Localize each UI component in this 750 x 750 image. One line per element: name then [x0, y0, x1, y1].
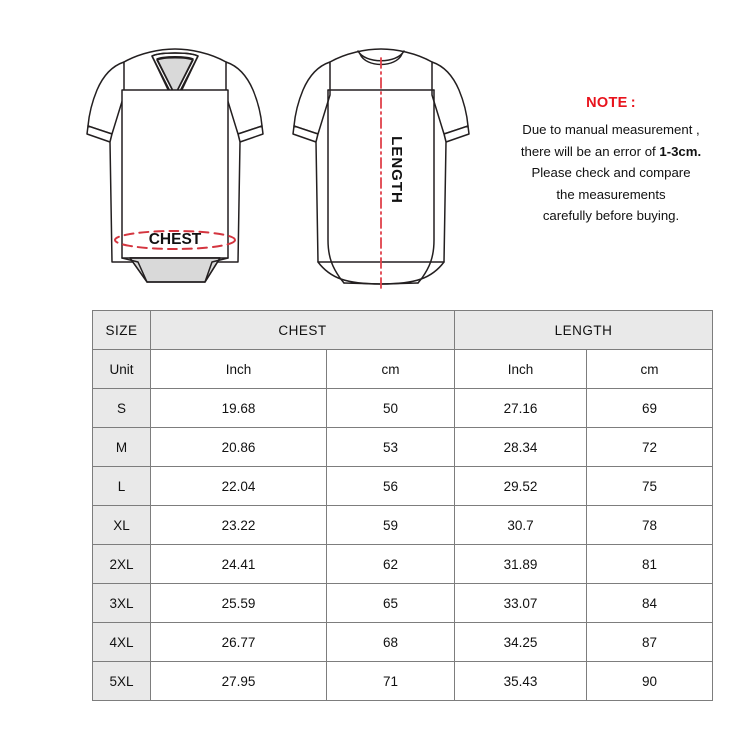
cell-length-cm: 75: [587, 467, 713, 506]
back-view-tshirt: [293, 49, 469, 288]
cell-chest-inch: 19.68: [151, 389, 327, 428]
cell-chest-inch: 24.41: [151, 545, 327, 584]
unit-chest-cm: cm: [327, 350, 455, 389]
cell-chest-inch: 25.59: [151, 584, 327, 623]
cell-size: XL: [93, 506, 151, 545]
header-length: LENGTH: [455, 311, 713, 350]
cell-chest-cm: 68: [327, 623, 455, 662]
cell-size: 5XL: [93, 662, 151, 701]
cell-length-inch: 35.43: [455, 662, 587, 701]
note-title: NOTE :: [586, 95, 636, 111]
cell-chest-cm: 56: [327, 467, 455, 506]
cell-length-cm: 81: [587, 545, 713, 584]
cell-chest-inch: 22.04: [151, 467, 327, 506]
cell-length-cm: 69: [587, 389, 713, 428]
cell-chest-inch: 26.77: [151, 623, 327, 662]
note-line-2: [487, 141, 735, 163]
header-size: SIZE: [93, 311, 151, 350]
cell-chest-inch: 20.86: [151, 428, 327, 467]
table-row: [93, 662, 713, 701]
table-row: [93, 623, 713, 662]
unit-length-inch: Inch: [455, 350, 587, 389]
cell-chest-cm: 65: [327, 584, 455, 623]
note-line-3: [487, 162, 735, 184]
unit-length-cm: cm: [587, 350, 713, 389]
cell-length-cm: 87: [587, 623, 713, 662]
cell-size: L: [93, 467, 151, 506]
cell-length-cm: 78: [587, 506, 713, 545]
table-row: [93, 506, 713, 545]
cell-length-inch: 27.16: [455, 389, 587, 428]
header-chest: CHEST: [151, 311, 455, 350]
cell-chest-inch: 23.22: [151, 506, 327, 545]
cell-length-inch: 30.7: [455, 506, 587, 545]
table-unit-row: [93, 350, 713, 389]
cell-length-inch: 28.34: [455, 428, 587, 467]
table-row: [93, 545, 713, 584]
cell-chest-inch: 27.95: [151, 662, 327, 701]
note-block: [487, 95, 735, 227]
cell-chest-cm: 71: [327, 662, 455, 701]
length-label: LENGTH: [388, 136, 406, 204]
cell-length-inch: 34.25: [455, 623, 587, 662]
cell-length-inch: 29.52: [455, 467, 587, 506]
note-line-2-text: there will be an error of: [520, 143, 660, 159]
chest-label: CHEST: [148, 231, 202, 249]
table-row: [93, 428, 713, 467]
note-error-value: 1-3cm.: [659, 143, 702, 159]
note-line-5-text: carefully before buying.: [542, 208, 680, 224]
cell-length-cm: 84: [587, 584, 713, 623]
table-row: [93, 389, 713, 428]
size-table-container: [92, 310, 659, 701]
table-row: [93, 467, 713, 506]
cell-size: S: [93, 389, 151, 428]
cell-chest-cm: 53: [327, 428, 455, 467]
note-line-1: [487, 119, 735, 141]
cell-size: 4XL: [93, 623, 151, 662]
cell-size: M: [93, 428, 151, 467]
unit-chest-inch: Inch: [151, 350, 327, 389]
cell-length-cm: 90: [587, 662, 713, 701]
cell-length-inch: 33.07: [455, 584, 587, 623]
cell-length-cm: 72: [587, 428, 713, 467]
cell-size: 3XL: [93, 584, 151, 623]
cell-length-inch: 31.89: [455, 545, 587, 584]
note-line-4-text: the measurements: [556, 186, 666, 202]
cell-chest-cm: 62: [327, 545, 455, 584]
cell-chest-cm: 50: [327, 389, 455, 428]
size-table: [92, 310, 713, 701]
unit-label: Unit: [93, 350, 151, 389]
table-header-row: [93, 311, 713, 350]
note-line-3-text: Please check and compare: [531, 165, 691, 181]
note-line-1-text: Due to manual measurement ,: [522, 122, 700, 138]
note-line-5: [487, 205, 735, 227]
cell-chest-cm: 59: [327, 506, 455, 545]
note-line-4: [487, 184, 735, 206]
cell-size: 2XL: [93, 545, 151, 584]
table-row: [93, 584, 713, 623]
